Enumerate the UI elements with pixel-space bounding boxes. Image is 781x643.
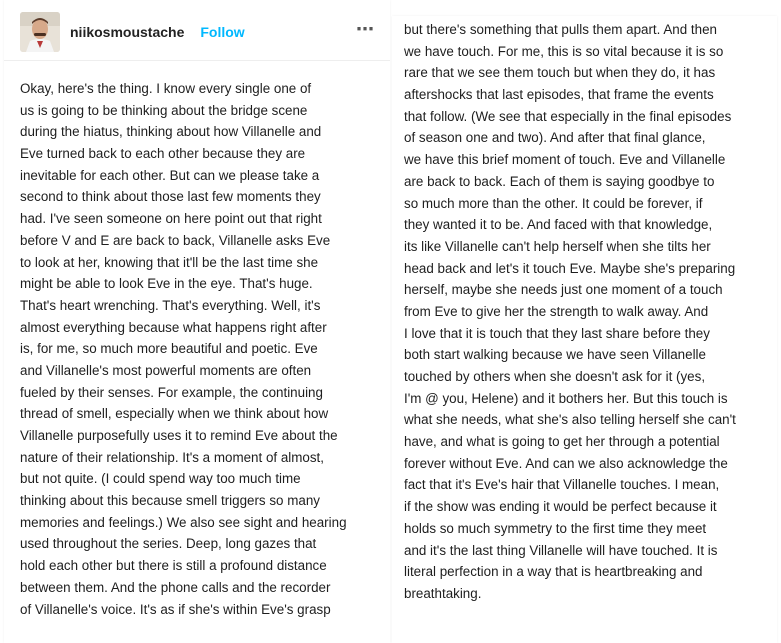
post-text-line: nature of their relationship. It's a moment of almost,	[20, 449, 324, 465]
more-dots-icon[interactable]: ⋯	[356, 19, 374, 39]
post-header	[20, 12, 380, 52]
avatar[interactable]	[20, 12, 60, 52]
post-text-line: is, for me, so much more beautiful and poetic. Eve	[20, 341, 318, 357]
post-text-line: its like Villanelle can't help herself when she tilts her	[404, 238, 711, 254]
post-text-line: second to think about those last few moments they	[20, 189, 321, 205]
post-panel-right	[392, 16, 777, 643]
post-text-line: herself, maybe she needs just one moment of a touch	[404, 282, 723, 298]
avatar-man-moustache-icon	[20, 12, 60, 52]
post-text-line: what she needs, what she's also telling herself she can't	[404, 412, 736, 428]
post-text-line: they wanted it to be. And faced with that knowledge,	[404, 217, 713, 233]
post-text-line: forever without Eve. And can we also acknowledge the	[404, 455, 728, 471]
post-text-line: literal perfection in a way that is heartbreaking and	[404, 564, 703, 580]
post-text-line: from Eve to give her the strength to walk away. And	[404, 303, 709, 319]
post-text-line: touched by others when she doesn't ask for it (yes,	[404, 369, 706, 384]
post-text-line: might be able to look Eve in the eye. That's huge.	[20, 276, 313, 292]
post-body-left	[20, 78, 347, 620]
post-text-line: if the show was ending it would be perfect because it	[404, 499, 717, 515]
post-text-line: us is going to be thinking about the bridge scene	[20, 102, 308, 118]
post-text-line: aftershocks that last episodes, that frame the events	[404, 87, 714, 103]
post-text-line: we have this brief moment of touch. Eve and Villanelle	[404, 152, 726, 168]
post-text-line: but not quite. (I could spend way too much time	[20, 471, 301, 487]
post-body-right	[404, 19, 736, 605]
post-text-line: but there's something that pulls them apart. And then	[404, 22, 717, 37]
post-text-line: and it's the last thing Villanelle will have touched. It is	[404, 542, 718, 558]
post-text-line: thread of smell, especially when we think about how	[20, 406, 329, 422]
post-panel-left	[4, 0, 390, 643]
post-text-line: have, and what is going to get her through a potential	[404, 434, 720, 450]
post-text-line: we have touch. For me, this is so vital because it is so	[404, 43, 724, 59]
post-text-line: so much more than the other. It could be forever, if	[404, 195, 703, 211]
post-text-line: holds so much symmetry to the first time they meet	[404, 520, 707, 536]
post-text-line: hold each other but there is still a profound distance	[20, 558, 327, 574]
post-text-line: I love that it is touch that they last share before they	[404, 325, 710, 341]
post-text-line: during the hiatus, thinking about how Villanelle and	[20, 124, 322, 140]
post-text-line: to look at her, knowing that it'll be the last time she	[20, 254, 319, 270]
post-text-line: fact that it's Eve's hair that Villanelle touches. I mean,	[404, 477, 720, 493]
post-text-line: almost everything because what happens right after	[20, 319, 327, 335]
post-text-line: are back to back. Each of them is saying goodbye to	[404, 173, 715, 189]
post-text-line: and Villanelle's most powerful moments are often	[20, 362, 312, 378]
post-text-line: both start walking because we have seen Villanelle	[404, 347, 706, 363]
follow-button[interactable]: Follow	[200, 24, 245, 40]
post-text-line: I'm @ you, Helene) and it bothers her. But this touch is	[404, 390, 728, 406]
post-text-line: before V and E are back to back, Villanelle asks Eve	[20, 232, 331, 248]
header-divider	[4, 60, 390, 61]
author-username[interactable]: niikosmoustache	[70, 24, 185, 40]
post-text-line: Villanelle purposefully uses it to remind Eve about the	[20, 428, 338, 443]
post-text-line: Okay, here's the thing. I know every single one of	[20, 81, 312, 96]
post-text-line: used throughout the series. Deep, long gazes that	[20, 536, 317, 552]
post-text-line: between them. And the phone calls and the recorder	[20, 579, 331, 595]
post-text-line: breathtaking.	[404, 585, 482, 601]
post-text-line: memories and feelings.) We also see sight and hearing	[20, 514, 347, 530]
post-text-line: had. I've seen someone on here point out that right	[20, 211, 322, 227]
post-text-line: Eve turned back to each other because they are	[20, 146, 306, 162]
post-text-line: of Villanelle's voice. It's as if she's within Eve's grasp	[20, 601, 331, 617]
post-text-line: of season one and two). And after that final glance,	[404, 130, 706, 146]
post-text-line: fueled by their senses. For example, the continuing	[20, 384, 323, 400]
post-text-line: thinking about this because smell triggers so many	[20, 493, 320, 509]
post-text-line: inevitable for each other. But can we please take a	[20, 167, 320, 183]
post-text-line: head back and let's it touch Eve. Maybe she's preparing	[404, 260, 736, 276]
post-text-line: That's heart wrenching. That's everything. Well, it's	[20, 297, 321, 313]
post-text-line: that follow. (We see that especially in the final episodes	[404, 108, 732, 124]
post-text-line: rare that we see them touch but when they do, it has	[404, 65, 716, 81]
